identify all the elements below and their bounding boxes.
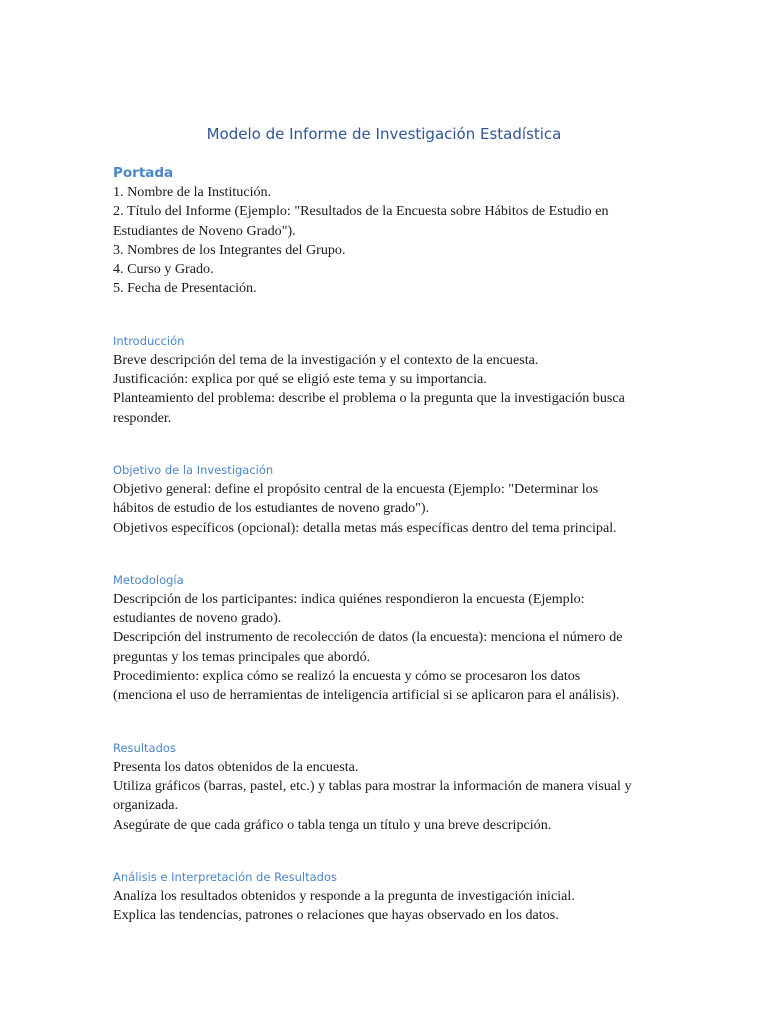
section-objetivo bbox=[113, 460, 658, 538]
section-heading-analisis: Análisis e Interpretación de Resultados bbox=[113, 869, 337, 884]
text-line: 2. Título del Informe (Ejemplo: "Resultados de la Encuesta sobre Hábitos de Estudio en bbox=[113, 203, 609, 220]
text-line: 3. Nombres de los Integrantes del Grupo. bbox=[113, 241, 346, 258]
text-line: Planteamiento del problema: describe el problema o la pregunta que la investigación busca bbox=[113, 390, 625, 407]
text-line: Objetivos específicos (opcional): detalla metas más específicas dentro del tema principal. bbox=[113, 519, 617, 536]
text-line: 5. Fecha de Presentación. bbox=[113, 280, 257, 297]
text-line: responder. bbox=[113, 409, 172, 426]
section-spacer bbox=[113, 706, 658, 738]
text-line: Presenta los datos obtenidos de la encuesta. bbox=[113, 758, 359, 775]
text-line: (menciona el uso de herramientas de inteligencia artificial si se aplicaron para el análisis). bbox=[113, 687, 620, 704]
section-spacer bbox=[113, 428, 658, 460]
text-line: Estudiantes de Noveno Grado"). bbox=[113, 222, 296, 239]
document-title: Modelo de Informe de Investigación Estadística bbox=[206, 125, 562, 143]
section-spacer bbox=[113, 299, 658, 331]
section-spacer bbox=[113, 538, 658, 570]
text-line: Objetivo general: define el propósito central de la encuesta (Ejemplo: "Determinar los bbox=[113, 480, 599, 497]
section-heading-resultados: Resultados bbox=[113, 740, 176, 755]
text-line: organizada. bbox=[113, 797, 179, 814]
text-line: Utiliza gráficos (barras, pastel, etc.) y tablas para mostrar la información de manera visual y bbox=[113, 777, 632, 794]
section-resultados bbox=[113, 738, 658, 835]
text-line: Asegúrate de que cada gráfico o tabla tenga un título y una breve descripción. bbox=[113, 816, 552, 833]
text-line: Analiza los resultados obtenidos y responde a la pregunta de investigación inicial. bbox=[113, 887, 575, 904]
text-line: Explica las tendencias, patrones o relaciones que hayas observado en los datos. bbox=[113, 907, 559, 924]
text-line: 1. Nombre de la Institución. bbox=[113, 184, 272, 200]
section-analisis bbox=[113, 867, 658, 926]
section-heading-portada: Portada bbox=[113, 165, 174, 181]
section-heading-metodologia: Metodología bbox=[113, 572, 184, 587]
text-line: Descripción del instrumento de recolección de datos (la encuesta): menciona el número de bbox=[113, 629, 623, 646]
section-portada bbox=[113, 163, 658, 299]
text-line: 4. Curso y Grado. bbox=[113, 261, 214, 278]
section-spacer bbox=[113, 835, 658, 867]
section-introduccion bbox=[113, 331, 658, 428]
text-line: hábitos de estudio de los estudiantes de noveno grado"). bbox=[113, 500, 430, 517]
text-line: Breve descripción del tema de la investigación y el contexto de la encuesta. bbox=[113, 351, 539, 368]
section-heading-objetivo: Objetivo de la Investigación bbox=[113, 462, 274, 477]
text-line: preguntas y los temas principales que abordó. bbox=[113, 648, 371, 665]
text-line: estudiantes de noveno grado). bbox=[113, 610, 282, 627]
text-line: Procedimiento: explica cómo se realizó la encuesta y cómo se procesaron los datos bbox=[113, 668, 581, 685]
section-metodologia bbox=[113, 570, 658, 706]
text-line: Justificación: explica por qué se eligió este tema y su importancia. bbox=[113, 371, 487, 388]
text-line: Descripción de los participantes: indica quiénes respondieron la encuesta (Ejemplo: bbox=[113, 590, 585, 607]
document-body bbox=[113, 163, 658, 925]
section-heading-introduccion: Introducción bbox=[113, 333, 185, 348]
